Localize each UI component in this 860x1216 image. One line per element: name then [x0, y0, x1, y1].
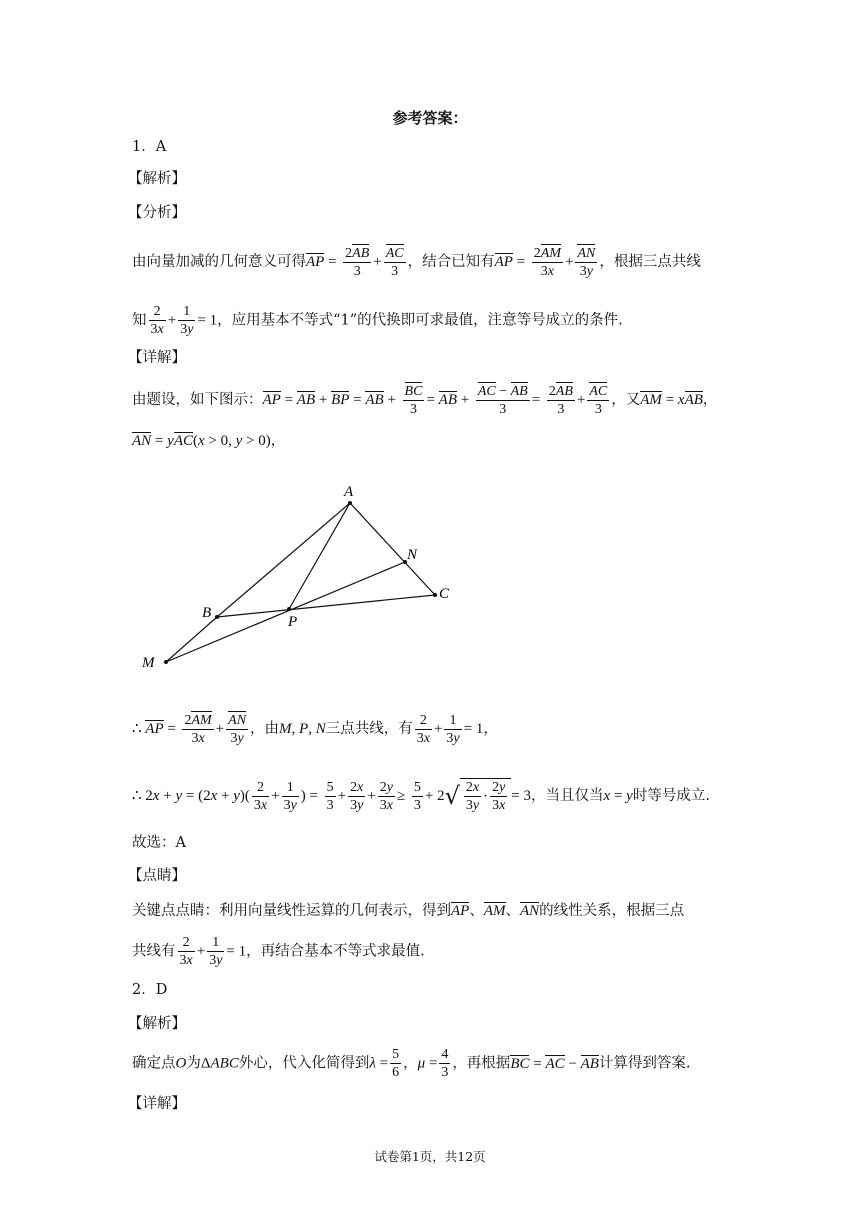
- page-footer: 试卷第1页，共12页: [374, 1149, 486, 1164]
- q1-point-line-2: 共线有 $\frac{2}{3x}$ + $\frac{1}{3y}$ = 1，再结合基本不等式求最值.: [132, 935, 425, 968]
- q1-tag-fenxi: 【分析】: [128, 205, 186, 221]
- segment-BM: [166, 617, 217, 662]
- q1-analysis-line-2: 知 $\frac{2}{3x}$ + $\frac{1}{3y}$ = 1，应用基本不等式“1”的代换即可求最值，注意等号成立的条件.: [132, 304, 623, 337]
- q1-therefore-line-2: ∴ 2x + y = (2x + y)( $\frac{2}{3x}$ + $\frac{1}{3y}$ ) = $\frac{5}{3}$ + $\frac{2x}{3y}$ + $\frac{2y}{3x}$ ≥ $\frac{5}{3}$ + 2√ $\frac{2x}{3y}$ · $\frac{2y}{3x}$ = 3，当且仅当x = y时等号成立.: [132, 779, 710, 813]
- q1-point-line-1: 关键点点睛：利用向量线性运算的几何表示，得到AP、AM、AN的线性关系，根据三点: [132, 903, 685, 919]
- q2-tag-xiangjie: 【详解】: [128, 1096, 186, 1112]
- triangle-figure: [130, 475, 470, 675]
- label-N: N: [407, 547, 418, 563]
- q1-number: 1．A: [132, 139, 167, 155]
- q1-tag-dianjing: 【点睛】: [128, 868, 186, 884]
- segment-AP: [289, 503, 350, 609]
- point-M: [164, 660, 168, 664]
- label-C: C: [439, 586, 450, 602]
- q1-detail-line-2: AN = yAC(x > 0, y > 0)，: [132, 433, 286, 449]
- label-M: M: [142, 655, 155, 671]
- q2-tag-jiexi: 【解析】: [128, 1016, 186, 1032]
- q2-number: 2．D: [132, 982, 168, 998]
- page-title: 参考答案：: [392, 109, 468, 127]
- point-C: [433, 593, 437, 597]
- point-P: [287, 607, 291, 611]
- q1-tag-jiexi: 【解析】: [128, 171, 186, 187]
- label-B: B: [202, 605, 212, 621]
- point-A: [348, 501, 352, 505]
- label-P: P: [288, 614, 298, 630]
- segment-AC: [350, 503, 435, 595]
- label-A: A: [344, 484, 354, 500]
- q2-analysis-line: 确定点O为ΔABC外心，代入化简得到λ = $\frac{5}{6}$ ，μ = $\frac{4}{3}$ ，再根据BC = AC − AB计算得到答案.: [132, 1047, 691, 1080]
- point-B: [215, 615, 219, 619]
- q1-therefore-line-1: ∴ AP = $\frac{2AM}{3x}$ + $\frac{AN}{3y}$ ，由M, P, N三点共线，有 $\frac{2}{3x}$ + $\frac{1}{3y}$ = 1，: [132, 712, 498, 746]
- q1-detail-line-1: 由题设，如下图示：AP = AB + BP = AB + $\frac{BC}{3}$ = AB + $\frac{AC - AB}{3}$ = $\frac{2AB}{3}$ + $\frac{AC}{3}$ ，又AM = xAB，: [132, 384, 718, 417]
- q1-choice: 故选：A: [132, 835, 186, 851]
- segment-BC: [217, 595, 435, 617]
- segment-AB: [217, 503, 350, 617]
- q1-tag-xiangjie: 【详解】: [128, 350, 186, 366]
- q1-analysis-line-1: 由向量加减的几何意义可得AP = $\frac{2AB}{3}$ + $\frac{AC}{3}$ ，结合已知有AP = $\frac{2AM}{3x}$ + $\frac{AN}{3y}$ ，根据三点共线: [132, 246, 701, 279]
